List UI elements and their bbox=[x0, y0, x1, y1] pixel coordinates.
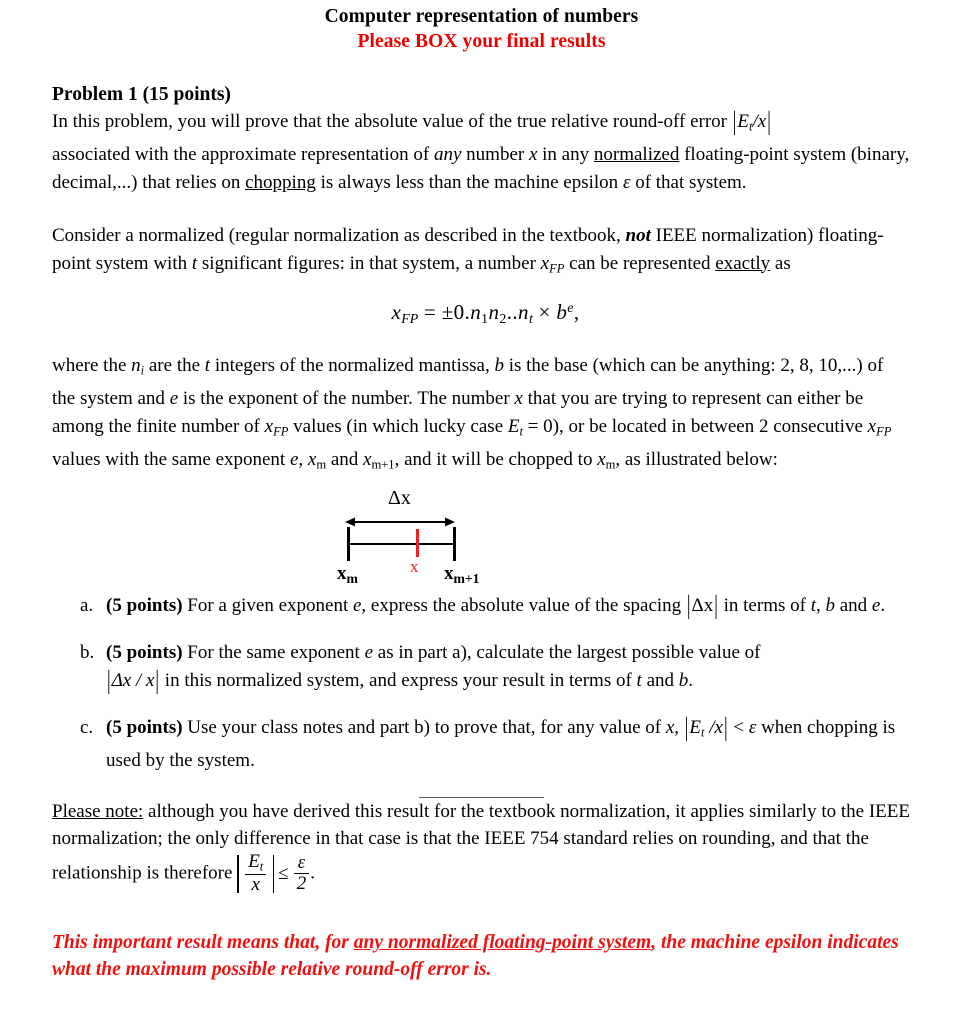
consider-text-2: IEEE normalization) floating-point system with bbox=[52, 225, 884, 274]
subscript-FP: FP bbox=[549, 261, 565, 275]
problem-heading: Problem 1 (15 points) bbox=[52, 84, 231, 105]
part-b-text-2: as in part a), calculate the largest possible value of bbox=[373, 642, 761, 664]
var-b: b bbox=[825, 594, 835, 616]
where-text-5: is the exponent of the number. The number bbox=[178, 388, 515, 410]
part-c-text-4: when chopping is used by the system. bbox=[106, 717, 896, 772]
eq-n1-subscript: 1 bbox=[481, 310, 489, 326]
consider-paragraph bbox=[52, 222, 911, 283]
part-b-text-1: For the same exponent bbox=[182, 642, 365, 664]
delta-x-label: Δx bbox=[388, 486, 411, 509]
math-abs-Et-over-x-c: $|E_t$ /x| bbox=[684, 712, 728, 742]
where-text-1: where the bbox=[52, 355, 132, 377]
final-statement bbox=[52, 929, 911, 983]
part-b-text-4: and bbox=[641, 669, 679, 691]
math-delta-x: Δx bbox=[691, 594, 714, 616]
part-a-text-1: For a given exponent bbox=[182, 594, 353, 616]
var-b: b bbox=[494, 355, 504, 377]
emph-any: any bbox=[433, 144, 462, 165]
subscript-t: t bbox=[519, 424, 523, 439]
part-a-text-2: , express the absolute value of the spacing bbox=[361, 594, 686, 616]
math-Et-equals-zero bbox=[508, 416, 553, 437]
math-E-subscript: t bbox=[749, 119, 753, 134]
math-xm bbox=[308, 449, 326, 470]
figure-label-xm-sub: m bbox=[346, 570, 358, 586]
number-line-figure bbox=[0, 487, 963, 592]
underline-normalized: normalized bbox=[593, 144, 680, 165]
consider-text-1: Consider a normalized (regular normalization as described in the textbook, bbox=[52, 225, 626, 246]
figure-label-x: x bbox=[410, 556, 419, 576]
var-x: x bbox=[665, 717, 675, 739]
where-text-7: values (in which lucky case bbox=[288, 415, 508, 437]
consider-text-4: can be represented bbox=[564, 252, 716, 274]
math-abs-delta-x-over-x: |Δx / x| bbox=[107, 665, 160, 695]
var-e: e bbox=[352, 594, 362, 616]
var-e: e bbox=[169, 388, 179, 410]
var-E: E bbox=[689, 717, 702, 739]
math-xm1 bbox=[363, 449, 395, 470]
final-statement-underline: any normalized floating-point system bbox=[353, 932, 652, 954]
eq-lhs-var: x bbox=[391, 299, 402, 324]
fraction-numerator: ε bbox=[297, 851, 306, 873]
eq-n2-subscript: 2 bbox=[499, 310, 507, 326]
subscript-FP: FP bbox=[273, 424, 289, 439]
eq-equals: = bbox=[418, 299, 442, 324]
note-period: . bbox=[310, 862, 315, 884]
var-e: e bbox=[364, 642, 374, 664]
math-abs-delta-x: |Δx| bbox=[686, 590, 718, 620]
subscript-m-plus-1: m+1 bbox=[371, 457, 395, 472]
parts-list bbox=[52, 592, 911, 775]
var-x: x bbox=[363, 448, 372, 470]
part-b bbox=[52, 639, 911, 694]
eq-dots: .. bbox=[506, 299, 519, 324]
part-a-text-6: . bbox=[880, 594, 886, 616]
tick-xm bbox=[347, 527, 350, 561]
tick-x-red bbox=[416, 529, 419, 557]
part-c-text-2: , bbox=[674, 717, 684, 739]
fraction-denominator: 2 bbox=[294, 873, 310, 894]
double-arrow bbox=[345, 515, 455, 527]
bold-italic-not: not bbox=[625, 225, 651, 246]
figure-label-xm1 bbox=[444, 563, 480, 587]
please-note-paragraph bbox=[52, 798, 911, 896]
where-paragraph bbox=[52, 352, 911, 479]
var-epsilon: ε bbox=[748, 717, 757, 739]
where-text-8: ), or be located in between 2 consecutive bbox=[552, 415, 868, 437]
var-t: t bbox=[810, 594, 816, 616]
part-c-text-1: Use your class notes and part b) to prove that, for any value of bbox=[182, 717, 666, 739]
subscript-i: i bbox=[140, 363, 145, 378]
subscript-t: t bbox=[259, 859, 264, 874]
var-x: x bbox=[867, 415, 877, 437]
var-x: x bbox=[528, 144, 538, 165]
var-t: t bbox=[636, 669, 642, 691]
page-subtitle: Please BOX your final results bbox=[357, 31, 606, 52]
final-statement-text-2: , the machine epsilon indicates what the maximum possible relative round-off error is. bbox=[52, 932, 899, 981]
var-x: x bbox=[597, 448, 606, 470]
var-epsilon: ε bbox=[622, 171, 631, 193]
relation-operator: ≤ bbox=[278, 863, 289, 885]
var-e-2: e bbox=[289, 448, 299, 470]
var-t: t bbox=[204, 355, 211, 377]
intro-text-5: floating-point system (binary, decimal,...) that relies on bbox=[52, 144, 910, 193]
part-c-points: (5 points) bbox=[106, 717, 183, 739]
eq-lhs-subscript: FP bbox=[401, 310, 419, 326]
where-text-13: , as illustrated below: bbox=[615, 448, 778, 470]
var-E: E bbox=[507, 415, 520, 437]
please-note-lead: Please note: bbox=[52, 800, 144, 822]
intro-paragraph bbox=[52, 108, 911, 196]
equals-zero: = 0 bbox=[522, 415, 553, 437]
var-x: x bbox=[307, 448, 317, 470]
part-b-marker: b. bbox=[80, 642, 95, 664]
part-c-text-3: < bbox=[728, 717, 749, 739]
part-b-points: (5 points) bbox=[106, 642, 183, 664]
subscript-m: m bbox=[605, 457, 616, 472]
part-a-text-4: , bbox=[815, 594, 826, 616]
part-a-marker: a. bbox=[80, 594, 94, 616]
intro-text-4: in any bbox=[537, 144, 594, 165]
math-delta-x-over-x: Δx / x bbox=[111, 669, 155, 691]
math-abs-Et-over-x: $|E_t/x|$ bbox=[732, 106, 771, 136]
eq-n1: n bbox=[470, 299, 482, 324]
subscript-m: m bbox=[316, 457, 327, 472]
part-c bbox=[52, 714, 911, 775]
figure-label-xm-var: x bbox=[337, 562, 347, 584]
consider-text-5: as bbox=[770, 252, 791, 274]
var-e-2: e bbox=[871, 594, 881, 616]
fraction-numerator bbox=[245, 852, 266, 874]
fraction-denominator: x bbox=[245, 874, 266, 895]
math-xFP-2 bbox=[868, 416, 892, 437]
fraction-epsilon-over-2 bbox=[294, 853, 310, 894]
var-x: x bbox=[264, 415, 274, 437]
where-text-3: integers of the normalized mantissa, bbox=[210, 355, 495, 377]
where-text-10: , bbox=[298, 448, 308, 470]
eq-n2: n bbox=[488, 299, 500, 324]
intro-text-7: of that system. bbox=[630, 171, 747, 193]
var-t: t bbox=[191, 252, 198, 274]
math-xm-2 bbox=[597, 449, 615, 470]
var-n: n bbox=[131, 355, 141, 377]
math-E-var: E bbox=[737, 111, 749, 132]
please-note-text: although you have derived this result for the textbook normalization, it applies similarly to the IEEE normalization; the only difference in that case is that the IEEE 754 standard relies on rounding, and that the relationship is therefore bbox=[52, 800, 910, 884]
where-text-2: are the bbox=[144, 355, 205, 377]
eq-base-b: b bbox=[556, 299, 568, 324]
var-b: b bbox=[678, 669, 689, 691]
eq-nt-subscript: t bbox=[528, 310, 533, 326]
math-abs-Et-over-x-fraction bbox=[237, 850, 274, 896]
eq-times: × bbox=[532, 299, 557, 324]
eq-pm-zero: ±0. bbox=[441, 299, 471, 324]
part-a-text-5: and bbox=[834, 594, 872, 616]
where-text-11: and bbox=[326, 448, 364, 470]
part-a bbox=[52, 592, 911, 620]
math-xFP-1 bbox=[265, 416, 289, 437]
intro-text-3: number bbox=[461, 144, 529, 165]
intro-text-6: is always less than the machine epsilon bbox=[315, 171, 623, 193]
part-a-text-3: in terms of bbox=[718, 594, 811, 616]
final-statement-text-1: This important result means that, for bbox=[52, 932, 354, 954]
consider-text-3: significant figures: in that system, a number bbox=[197, 252, 541, 274]
part-c-marker: c. bbox=[80, 717, 94, 739]
over-x: /x bbox=[704, 717, 723, 739]
where-text-4: is the base (which can be anything: 2, 8, 10,...) of the system and bbox=[52, 355, 884, 410]
math-slash-x: /x bbox=[752, 111, 767, 132]
axis-line bbox=[348, 543, 455, 545]
subscript-FP: FP bbox=[876, 424, 892, 439]
intro-text-1: In this problem, you will prove that the absolute value of the true relative round-off error bbox=[52, 111, 732, 132]
math-ni bbox=[131, 355, 144, 376]
eq-comma: , bbox=[573, 299, 580, 324]
intro-text-2: associated with the approximate representation of bbox=[52, 144, 434, 165]
subscript-t: t bbox=[701, 725, 705, 740]
where-text-6: that you are trying to represent can either be among the finite number of bbox=[52, 388, 864, 437]
tick-xm-plus-1 bbox=[453, 527, 456, 561]
underline-exactly: exactly bbox=[715, 252, 771, 274]
page-title: Computer representation of numbers bbox=[324, 6, 639, 27]
double-arrow-icon bbox=[345, 516, 455, 528]
figure-label-xm bbox=[337, 563, 358, 587]
where-text-12: , and it will be chopped to bbox=[394, 448, 598, 470]
var-x: x bbox=[540, 252, 550, 274]
figure-label-xm1-var: x bbox=[444, 562, 454, 584]
underline-chopping: chopping bbox=[245, 171, 316, 193]
display-equation-xfp bbox=[52, 300, 911, 327]
part-a-points: (5 points) bbox=[106, 594, 183, 616]
var-E: E bbox=[248, 850, 260, 872]
eq-exponent-e: e bbox=[567, 299, 574, 315]
math-xFP bbox=[541, 253, 565, 274]
part-b-text-5: . bbox=[688, 669, 694, 691]
eq-nt: n bbox=[518, 299, 529, 324]
where-text-9: values with the same exponent bbox=[52, 448, 290, 470]
figure-label-xm1-sub: m+1 bbox=[453, 570, 480, 586]
fraction-Et-over-x bbox=[245, 852, 266, 895]
var-x: x bbox=[514, 388, 523, 410]
part-b-text-3: in this normalized system, and express your result in terms of bbox=[160, 669, 637, 691]
